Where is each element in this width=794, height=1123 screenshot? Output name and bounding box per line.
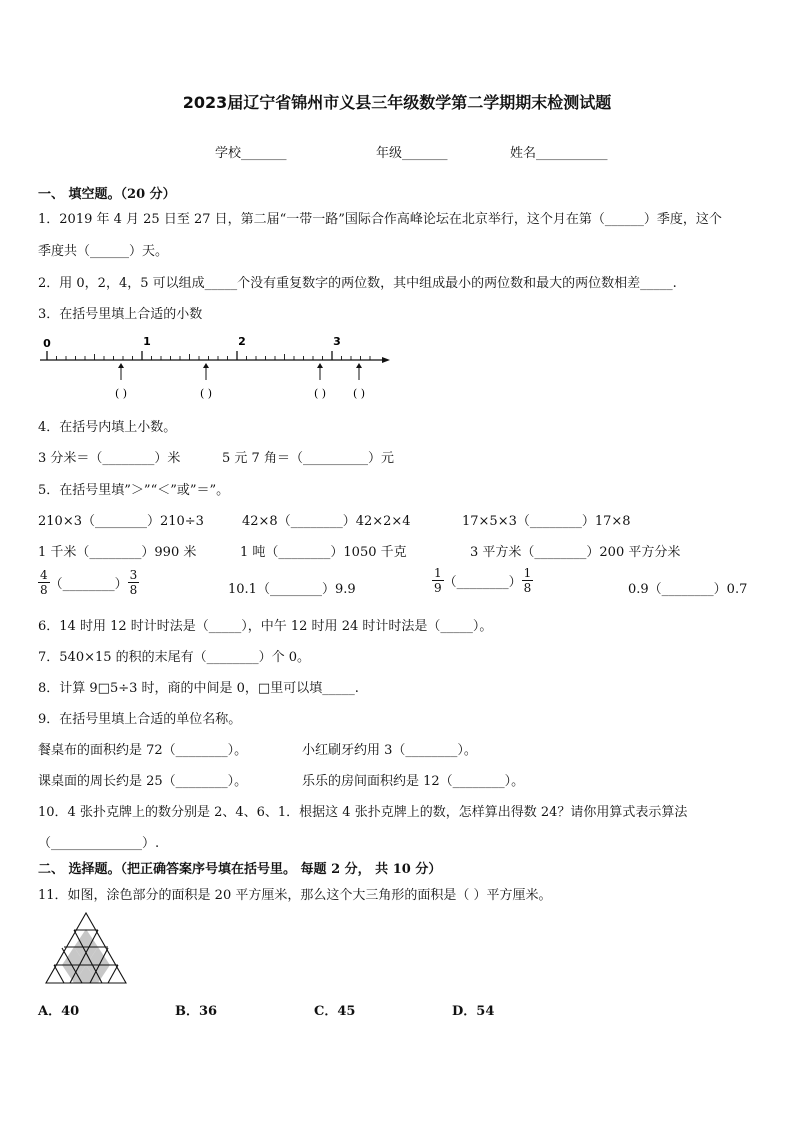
number-line-label-3: 3: [333, 335, 341, 348]
q5-row3-item1: $\frac{4}{8}$ （________） $\frac{3}{8}$: [40, 568, 138, 597]
number-line-label-1: 1: [143, 335, 151, 348]
question-7: 7．540×15 的积的末尾有（________）个 0。: [38, 650, 311, 665]
question-9-b: 小红刷牙约用 3（________）。: [302, 743, 477, 758]
question-11: 11．如图，涂色部分的面积是 20 平方厘米，那么这个大三角形的面积是（ ）平方厘米。: [38, 888, 552, 903]
grade-field: 年级_______: [376, 146, 448, 161]
question-9-d: 乐乐的房间面积约是 12（________）。: [302, 774, 525, 789]
q5-row3-item3: $\frac{1}{9}$ （________） $\frac{1}{8}$: [434, 566, 532, 595]
option-a: A．40: [38, 1004, 80, 1019]
number-line-figure: [36, 330, 396, 406]
q5-row3-item4: 0.9（________）0.7: [628, 582, 748, 597]
section-1-heading: 一、 填空题。（20 分）: [38, 187, 176, 202]
page-title: 2023届辽宁省锦州市义县三年级数学第二学期期末检测试题: [182, 93, 612, 112]
q5-row1-item2: 42×8（________）42×2×4: [242, 514, 411, 529]
question-1-line-1: 1．2019 年 4 月 25 日至 27 日，第二届“一带一路”国际合作高峰论坛在北京举行，这个月在第（______）季度，这个: [38, 212, 722, 227]
question-5: 5．在括号里填”＞”“＜”或”＝”。: [38, 483, 230, 498]
question-4-a: 3 分米＝（________）米: [38, 451, 181, 466]
triangle-figure: [40, 912, 132, 984]
q5-row2-item2: 1 吨（________）1050 千克: [240, 545, 407, 560]
question-2: 2．用 0，2，4，5 可以组成_____个没有重复数字的两位数，其中组成最小的两位数和最大的两位数相差_____.: [38, 276, 677, 291]
number-line-label-0: 0: [43, 337, 51, 350]
option-c: C．45: [314, 1004, 356, 1019]
fraction-3-8: $\frac{3}{8}$: [129, 568, 138, 597]
question-10-line-1: 10．4 张扑克牌上的数分别是 2、4、6、1．根据这 4 张扑克牌上的数，怎样算出得数 24？请你用算式表示算法: [38, 805, 688, 820]
option-d: D．54: [452, 1004, 495, 1019]
q5-row1-item1: 210×3（________）210÷3: [38, 514, 204, 529]
question-9-a: 餐桌布的面积约是 72（________）。: [38, 743, 248, 758]
question-1-line-2: 季度共（______）天。: [38, 244, 169, 259]
number-line-blank-4: ( ): [352, 387, 366, 400]
name-field: 姓名___________: [510, 146, 608, 161]
question-6: 6．14 时用 12 时计时法是（_____），中午 12 时用 24 时计时法是（_____）。: [38, 619, 493, 634]
school-field: 学校_______: [215, 146, 287, 161]
q5-row2-item1: 1 千米（________）990 米: [38, 545, 197, 560]
question-4: 4．在括号内填上小数。: [38, 420, 177, 435]
question-4-b: 5 元 7 角＝（__________）元: [222, 451, 394, 466]
section-2-heading: 二、 选择题。（把正确答案序号填在括号里。 每题 2 分， 共 10 分）: [38, 862, 442, 877]
q5-row1-item3: 17×5×3（________）17×8: [462, 514, 631, 529]
question-10-line-2: （______________）.: [38, 836, 160, 851]
arrow-4-icon: [356, 363, 362, 380]
arrow-3-icon: [317, 363, 323, 380]
q5-row3-item2: 10.1（________）9.9: [228, 582, 356, 597]
question-9-c: 课桌面的周长约是 25（________）。: [38, 774, 248, 789]
question-9: 9．在括号里填上合适的单位名称。: [38, 712, 242, 727]
number-line-blank-2: ( ): [199, 387, 213, 400]
q5-row2-item3: 3 平方米（________）200 平方分米: [470, 545, 681, 560]
question-3: 3．在括号里填上合适的小数: [38, 307, 203, 322]
question-8: 8．计算 9□5÷3 时，商的中间是 0，□里可以填_____.: [38, 681, 359, 696]
number-line-blank-1: ( ): [114, 387, 128, 400]
arrow-2-icon: [203, 363, 209, 380]
shaded-triangle-1: [74, 929, 98, 947]
fraction-1-9: $\frac{1}{9}$: [434, 566, 442, 595]
fraction-1-8: $\frac{1}{8}$: [523, 566, 532, 595]
fraction-4-8: $\frac{4}{8}$: [40, 568, 48, 597]
arrow-1-icon: [118, 363, 124, 380]
number-line-label-2: 2: [238, 335, 246, 348]
option-b: B．36: [175, 1004, 218, 1019]
number-line-blank-3: ( ): [313, 387, 327, 400]
